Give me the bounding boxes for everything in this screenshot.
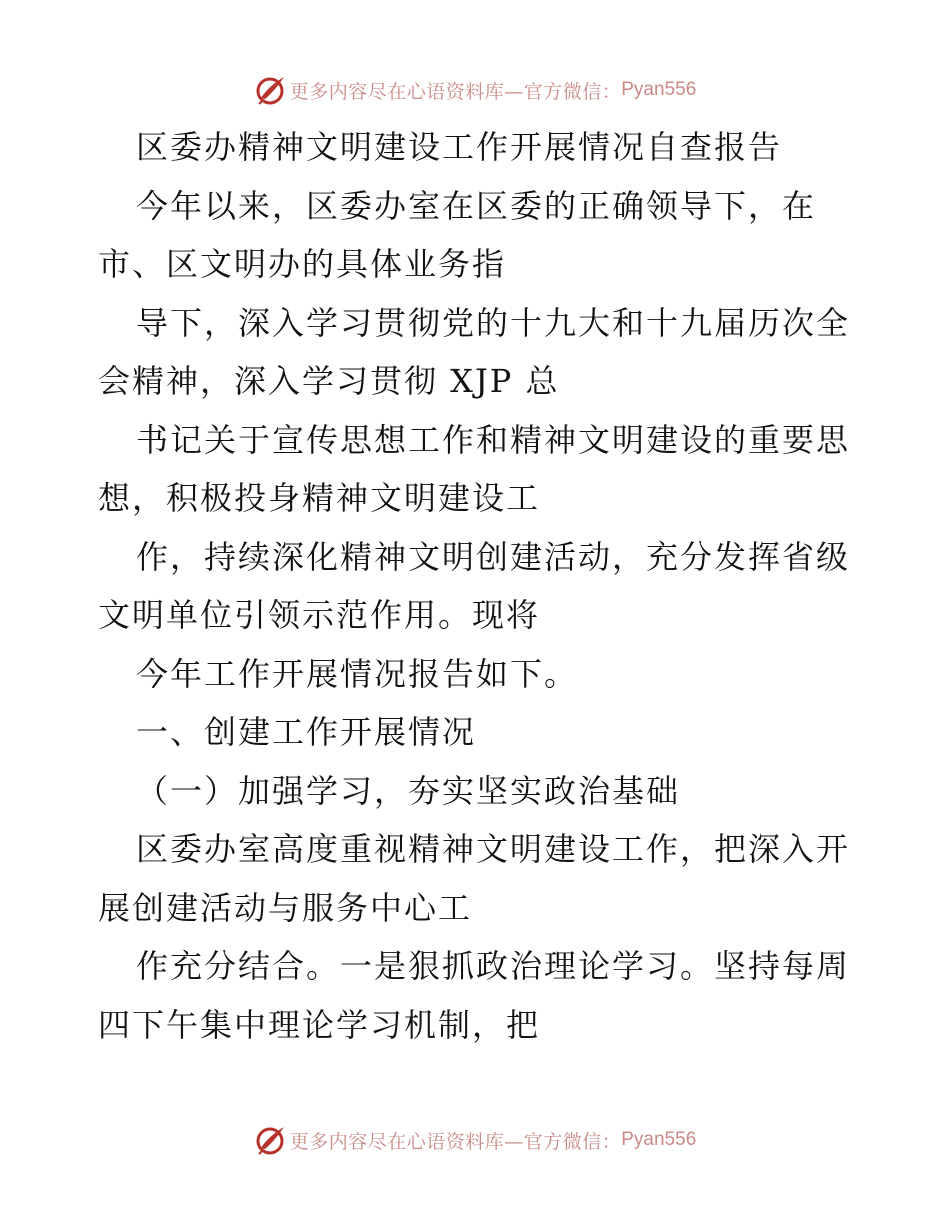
text-line: 作充分结合。一是狠抓政治理论学习。坚持每周 bbox=[136, 947, 851, 985]
text-line: 会精神，深入学习贯彻 XJP 总 bbox=[98, 362, 560, 400]
banner-wechat-id: Pyan556 bbox=[621, 1129, 697, 1150]
text-line: 今年工作开展情况报告如下。 bbox=[136, 654, 579, 693]
banner-wechat-id: Pyan556 bbox=[621, 79, 697, 100]
text-line: 今年以来，区委办室在区委的正确领导下，在 bbox=[136, 186, 817, 225]
quill-logo-icon bbox=[254, 1124, 286, 1156]
section-heading: 一、创建工作开展情况 bbox=[136, 713, 477, 751]
banner-text: 更多内容尽在心语资料库—官方微信： bbox=[289, 80, 622, 103]
text-line: 书记关于宣传思想工作和精神文明建设的重要思 bbox=[136, 420, 851, 459]
footer-watermark bbox=[0, 1120, 950, 1160]
banner-text: 更多内容尽在心语资料库—官方微信： bbox=[289, 1130, 622, 1153]
text-line: 市、区文明办的具体业务指 bbox=[98, 245, 507, 283]
subsection-heading: （一）加强学习，夯实坚实政治基础 bbox=[136, 771, 681, 810]
header-watermark bbox=[0, 70, 950, 110]
text-line: 展创建活动与服务中心工 bbox=[98, 888, 473, 927]
quill-logo-icon bbox=[254, 74, 286, 106]
text-line: 区委办室高度重视精神文明建设工作，把深入开 bbox=[136, 830, 851, 868]
document-body bbox=[98, 118, 868, 1054]
text-line: 导下，深入学习贯彻党的十九大和十九届历次全 bbox=[136, 303, 851, 342]
text-line: 想，积极投身精神文明建设工 bbox=[98, 479, 541, 517]
text-line: 文明单位引领示范作用。现将 bbox=[98, 596, 541, 634]
text-line: 作，持续深化精神文明创建活动，充分发挥省级 bbox=[136, 537, 851, 576]
text-line: 区委办精神文明建设工作开展情况自查报告 bbox=[136, 128, 783, 166]
text-line: 四下午集中理论学习机制，把 bbox=[98, 1005, 541, 1044]
